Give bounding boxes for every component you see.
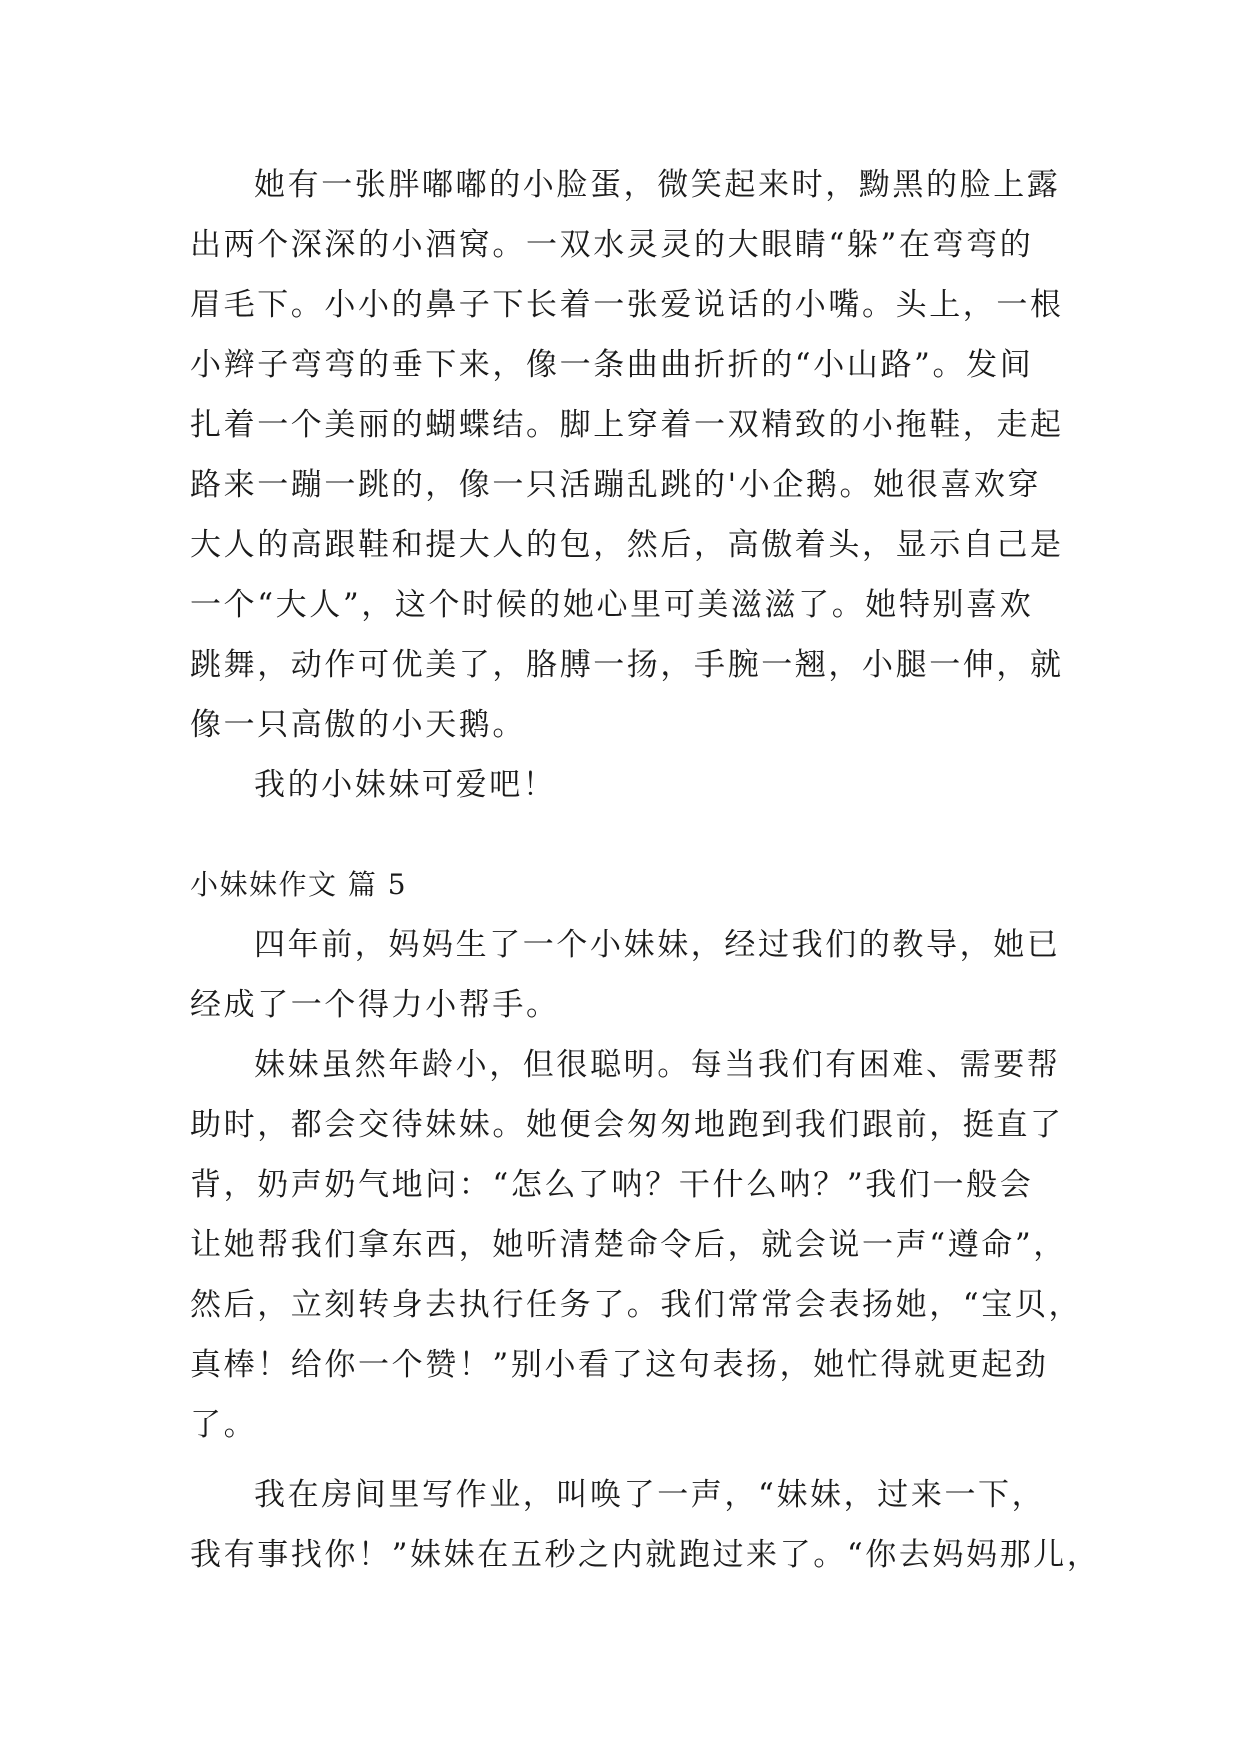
text-line: 真棒！给你一个赞！”别小看了这句表扬，她忙得就更起劲	[190, 1347, 1049, 1383]
text-line: 然后，立刻转身去执行任务了。我们常常会表扬她，“宝贝，	[190, 1287, 1083, 1323]
text-line: 跳舞，动作可优美了，胳膊一扬，手腕一翘，小腿一伸，就	[190, 647, 1064, 683]
text-line: 一个“大人”，这个时候的她心里可美滋滋了。她特别喜欢	[190, 587, 1034, 623]
text-line: 像一只高傲的小天鹅。	[190, 707, 526, 743]
text-line: 扎着一个美丽的蝴蝶结。脚上穿着一双精致的小拖鞋，走起	[190, 407, 1064, 443]
text-line: 我的小妹妹可爱吧！	[254, 767, 557, 803]
text-line: 出两个深深的小酒窝。一双水灵灵的大眼睛“躲”在弯弯的	[190, 227, 1034, 263]
text-line: 经成了一个得力小帮手。	[190, 987, 560, 1023]
text-line: 让她帮我们拿东西，她听清楚命令后，就会说一声“遵命”，	[190, 1227, 1067, 1263]
text-line: 眉毛下。小小的鼻子下长着一张爱说话的小嘴。头上，一根	[190, 287, 1064, 323]
text-line: 了。	[190, 1407, 258, 1443]
text-line: 大人的高跟鞋和提大人的包，然后，高傲着头，显示自己是	[190, 527, 1064, 563]
text-line: 背，奶声奶气地问：“怎么了呐？干什么呐？”我们一般会	[190, 1167, 1034, 1203]
text-line: 我有事找你！”妹妹在五秒之内就跑过来了。“你去妈妈那儿，	[190, 1537, 1101, 1573]
text-line: 助时，都会交待妹妹。她便会匆匆地跑到我们跟前，挺直了	[190, 1107, 1064, 1143]
text-line: 路来一蹦一跳的，像一只活蹦乱跳的'小企鹅。她很喜欢穿	[190, 467, 1042, 503]
text-line: 她有一张胖嘟嘟的小脸蛋，微笑起来时，黝黑的脸上露	[254, 167, 1061, 203]
text-line: 我在房间里写作业，叫唤了一声，“妹妹，过来一下，	[254, 1477, 1046, 1513]
text-line: 小辫子弯弯的垂下来，像一条曲曲折折的“小山路”。发间	[190, 347, 1034, 383]
text-line: 妹妹虽然年龄小，但很聪明。每当我们有困难、需要帮	[254, 1047, 1061, 1083]
section-heading: 小妹妹作文 篇 5	[190, 868, 408, 901]
text-line: 四年前，妈妈生了一个小妹妹，经过我们的教导，她已	[254, 927, 1061, 963]
